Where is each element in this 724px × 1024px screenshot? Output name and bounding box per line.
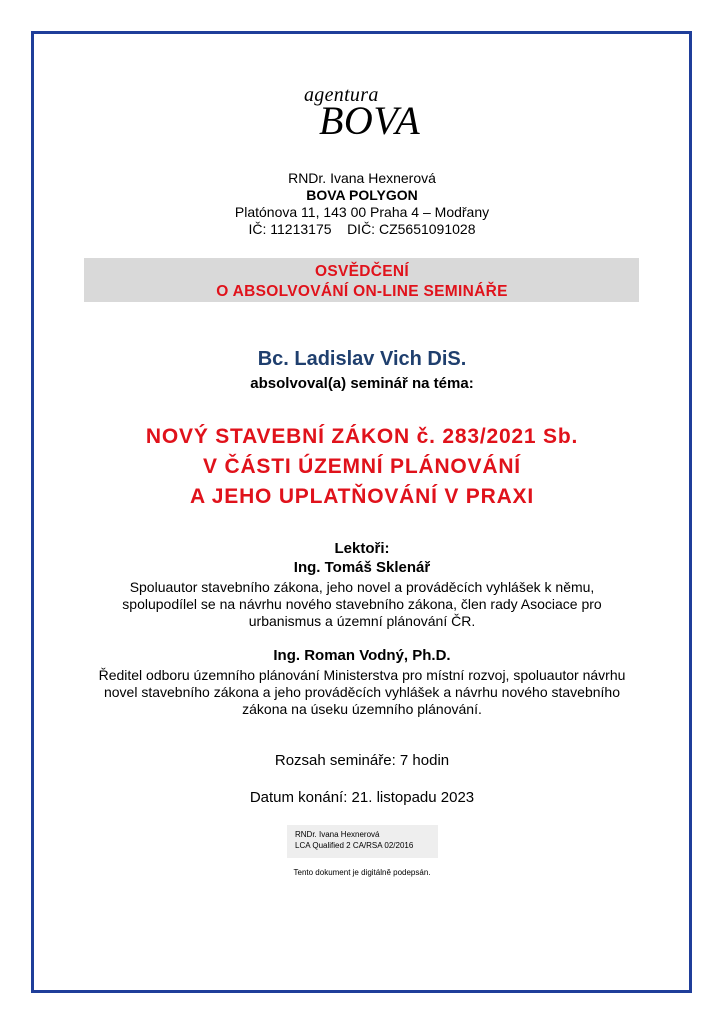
participant-name: Bc. Ladislav Vich DiS. [257,348,467,370]
logo-agentura-text: agentura [304,84,379,106]
lecturer-description [0,579,724,630]
logo-bova-text: BOVA [319,98,421,143]
signature-line2: LCA Qualified 2 CA/RSA 02/2016 [295,841,414,850]
lecturer-name: Ing. Roman Vodný, Ph.D. [273,647,451,664]
lecturer-desc-line: Ředitel odboru územního plánování Ministerstva pro místní rozvoj, spoluautor návrhu [98,667,626,683]
issuer-address [0,170,724,238]
issuer-street: Platónova 11, 143 00 Praha 4 – Modřany [234,204,490,220]
completed-text: absolvoval(a) seminář na téma: [250,375,474,392]
lecturer-desc-line: urbanismus a územní plánování ČR. [248,613,476,629]
certificate-title-line1: OSVĚDČENÍ [315,263,409,280]
lecturer-name: Ing. Tomáš Sklenář [293,559,431,576]
lecturers-heading: Lektoři: [334,540,390,557]
issuer-company: BOVA POLYGON [306,187,418,203]
lecturer-description [0,667,724,718]
digital-signature-stamp [287,825,438,858]
lecturer-desc-line: Spoluautor stavebního zákona, jeho novel a prováděcích vyhlášek k němu, [129,579,595,595]
lecturer-desc-line: spolupodílel se na návrhu nového stavebního zákona, člen rady Asociace pro [122,596,602,612]
issuer-ids: IČ: 11213175 DIČ: CZ5651091028 [248,221,476,237]
certificate-title-line2: O ABSOLVOVÁNÍ ON-LINE SEMINÁŘE [216,283,508,300]
lecturer-desc-line: novel stavebního zákona a jeho prováděcích vyhlášek a návrhu nového stavebního [103,684,621,700]
seminar-date: Datum konání: 21. listopadu 2023 [249,789,475,806]
topic-line1: NOVÝ STAVEBNÍ ZÁKON č. 283/2021 Sb. [145,425,579,448]
topic-line2: V ČÁSTI ÚZEMNÍ PLÁNOVÁNÍ [203,455,521,478]
signature-line1: RNDr. Ivana Hexnerová [295,830,380,839]
signed-note: Tento dokument je digitálně podepsán. [293,868,431,877]
seminar-topic [0,422,724,512]
issuer-person: RNDr. Ivana Hexnerová [288,170,436,186]
lecturer-desc-line: zákona na úseku územního plánování. [242,701,482,717]
seminar-range: Rozsah semináře: 7 hodin [274,752,450,769]
certificate-title [0,262,724,302]
topic-line3: A JEHO UPLATŇOVÁNÍ V PRAXI [189,485,534,508]
